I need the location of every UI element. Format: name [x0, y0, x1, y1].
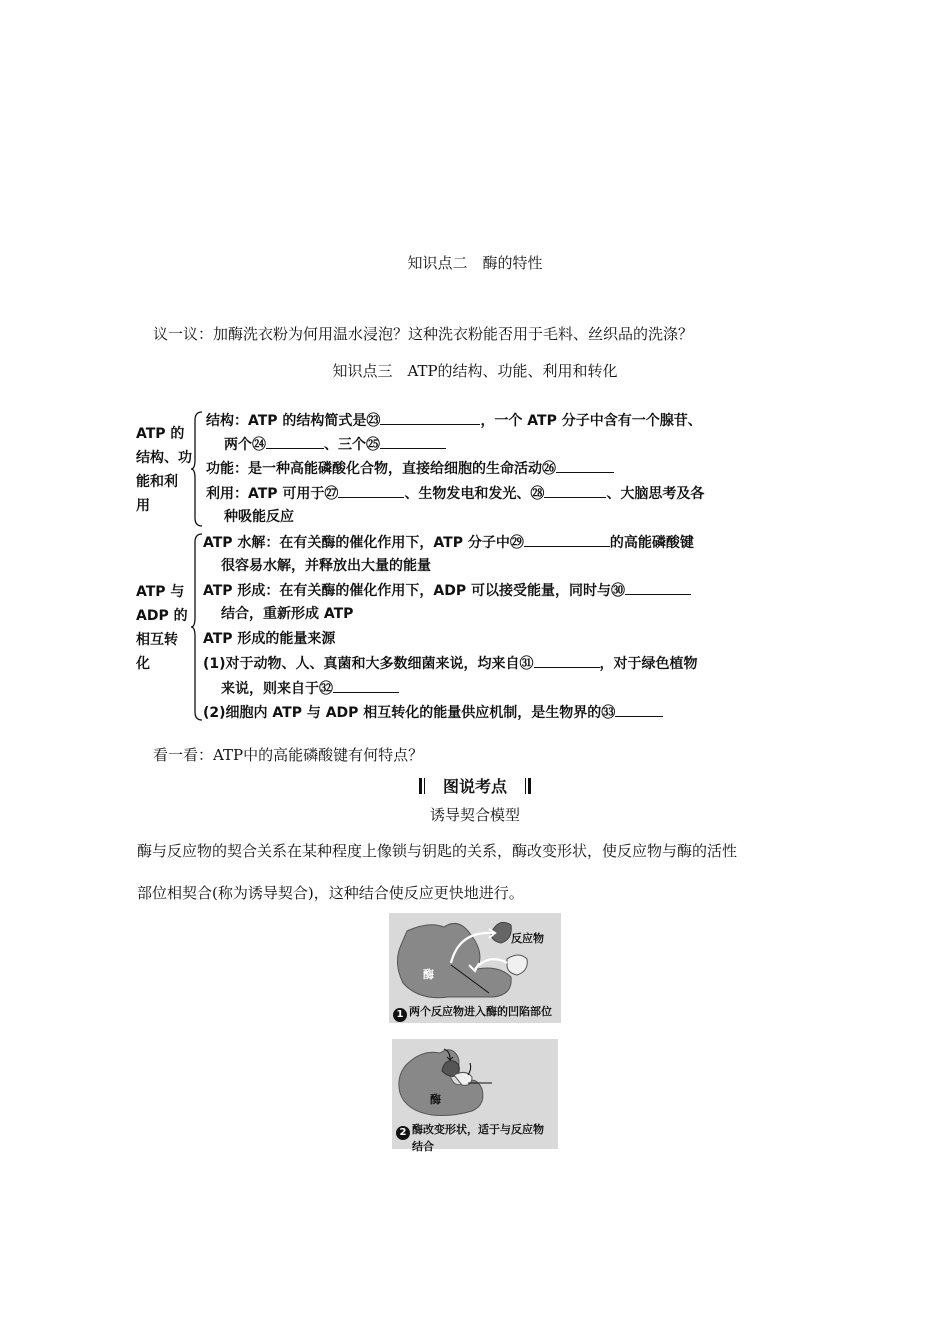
text: 、生物发电和发光、㉘	[404, 486, 545, 502]
fill-blank-25[interactable]	[380, 434, 446, 449]
fill-blank-23[interactable]	[380, 410, 480, 425]
block2-label-1: ATP 与	[136, 584, 185, 600]
text: 的高能磷酸键	[609, 535, 694, 551]
block2-label-3: 相互转	[136, 632, 178, 648]
text: ATP 水解：在有关酶的催化作用下，ATP 分子中㉙	[203, 535, 524, 551]
text: 结合	[412, 1140, 434, 1153]
block1-line-5: 种吸能反应	[224, 509, 294, 525]
fill-blank-28[interactable]	[544, 483, 606, 498]
fill-blank-33[interactable]	[615, 702, 663, 717]
text: (2)细胞内 ATP 与 ADP 相互转化的能量供应机制，是生物界的㉝	[203, 705, 616, 721]
text: 功能：是一种高能磷酸化合物，直接给细胞的生命活动㉖	[206, 461, 556, 477]
text: 来说，则来自于㉜	[221, 681, 333, 697]
block2-label-2: ADP 的	[136, 608, 188, 624]
look-question: 看一看：ATP中的高能磷酸键有何特点？	[153, 746, 424, 764]
block1-label-1: ATP 的	[136, 426, 185, 442]
block1-label-3: 能和利	[136, 474, 178, 490]
text: 酶改变形状，适于与反应物	[412, 1123, 544, 1136]
discuss-question: 议一议：加酶洗衣粉为何用温水浸泡？这种洗衣粉能否用于毛料、丝织品的洗涤？	[153, 325, 694, 343]
figure-2-caption	[396, 1123, 544, 1153]
text: 利用：ATP 可用于㉗	[206, 486, 339, 502]
block1-line-3	[206, 458, 614, 479]
step-number-badge: 2	[396, 1126, 410, 1140]
text: 、大脑思考及各	[606, 486, 705, 502]
fill-blank-24[interactable]	[266, 434, 324, 449]
figure-subtitle: 诱导契合模型	[429, 806, 520, 824]
section-2-title: 知识点二 酶的特性	[407, 254, 543, 272]
block2-line-7	[221, 678, 399, 699]
block1-label	[136, 422, 192, 518]
header-bar-icon	[419, 778, 422, 794]
text: (1)对于动物、人、真菌和大多数细菌来说，均来自㉛	[203, 656, 534, 672]
fill-blank-32[interactable]	[333, 678, 399, 693]
block2-line-8	[203, 702, 663, 723]
fill-blank-29[interactable]	[524, 532, 610, 547]
text: 两个反应物进入酶的凹陷部位	[409, 1005, 552, 1018]
figure-section-header	[0, 774, 950, 797]
figure-1	[389, 913, 561, 1023]
fill-blank-31[interactable]	[534, 653, 600, 668]
text: ATP 形成：在有关酶的催化作用下，ADP 可以接受能量，同时与㉚	[203, 583, 626, 599]
block2-label	[136, 580, 188, 676]
block2-line-4: 结合，重新形成 ATP	[221, 606, 354, 622]
paragraph-line-1: 酶与反应物的契合关系在某种程度上像锁与钥匙的关系，酶改变形状，使反应物与酶的活性	[137, 842, 738, 860]
block1-line-4	[206, 483, 704, 504]
header-bar-icon	[525, 778, 526, 794]
figure-section-title: 图说考点	[442, 777, 507, 796]
header-bar-icon	[424, 778, 425, 794]
block2-line-2: 很容易水解，并释放出大量的能量	[221, 558, 431, 574]
block1-label-4: 用	[136, 498, 150, 514]
block1-label-2: 结构、功	[136, 450, 192, 466]
text: 结构：ATP 的结构简式是㉓	[206, 413, 381, 429]
fill-blank-30[interactable]	[625, 580, 691, 595]
block1-line-1	[206, 410, 702, 431]
paragraph-line-2: 部位相契合(称为诱导契合)，这种结合使反应更快地进行。	[137, 884, 524, 902]
section-3-title: 知识点三 ATP的结构、功能、利用和转化	[332, 362, 618, 380]
figure-2	[392, 1039, 558, 1153]
enzyme-label: 酶	[423, 968, 434, 981]
block2-brace	[190, 532, 204, 722]
block2-label-4: 化	[136, 656, 150, 672]
text: ，一个 ATP 分子中含有一个腺苷、	[480, 413, 702, 429]
block2-line-1	[203, 532, 694, 553]
step-number-badge: 1	[393, 1008, 407, 1022]
block2-line-5: ATP 形成的能量来源	[203, 631, 336, 647]
text: 、三个㉕	[324, 437, 380, 453]
block2-line-6	[203, 653, 698, 674]
figure-1-caption	[393, 1005, 552, 1022]
block2-line-3	[203, 580, 691, 601]
text: 两个㉔	[224, 437, 266, 453]
fill-blank-26[interactable]	[556, 458, 614, 473]
fill-blank-27[interactable]	[338, 483, 404, 498]
reactant-label: 反应物	[511, 932, 544, 945]
enzyme-label: 酶	[430, 1093, 441, 1106]
block1-line-2	[224, 434, 446, 455]
block1-brace	[190, 410, 204, 528]
header-bar-icon	[528, 778, 531, 794]
text: ，对于绿色植物	[599, 656, 698, 672]
